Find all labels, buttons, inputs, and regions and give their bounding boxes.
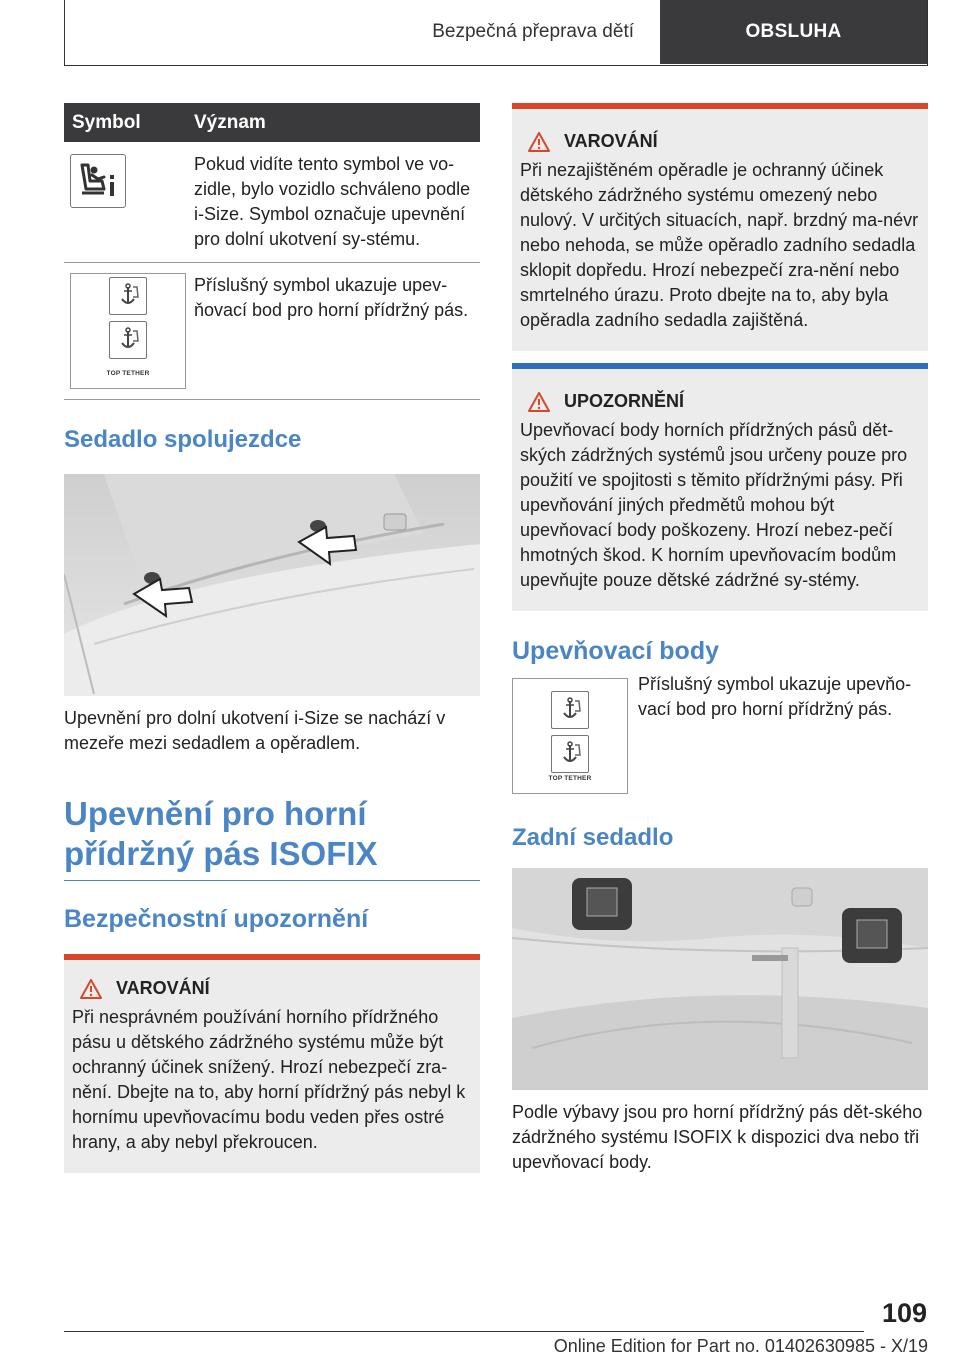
warning-triangle-icon: [528, 392, 550, 412]
caution-title: [520, 391, 920, 412]
footer-edition: Online Edition for Part no. 01402630985 - X/19: [553, 1336, 928, 1356]
symbol-cell: [64, 263, 186, 400]
heading-passenger-seat: Sedadlo spolujezdce: [64, 426, 302, 453]
warning-title-text: VAROVÁNÍ: [564, 131, 658, 151]
anchor-points-row: [512, 674, 928, 794]
top-tether-icon-group: [70, 273, 186, 389]
meaning-cell: Příslušný symbol ukazuje upev-ňovací bod pro horní přídržný pás.: [186, 263, 480, 400]
warning-title: [72, 978, 472, 999]
meaning-cell: Pokud vidíte tento symbol ve vo-zidle, bylo vozidlo schváleno podle i-Size. Symbol označuje upevnění pro dolní ukotvení sy-stému.: [186, 142, 480, 263]
symbol-cell: [64, 142, 186, 263]
heading-anchor-points: Upevňovací body: [512, 637, 719, 665]
child-seat-anchor-icon: [551, 735, 589, 773]
top-tether-label: TOP TETHER: [548, 774, 592, 782]
table-header-symbol: Symbol: [64, 103, 186, 142]
passenger-seat-caption: Upevnění pro dolní ukotvení i-Size se nachází v mezeře mezi sedadlem a opěradlem.: [64, 708, 446, 753]
table-header-row: [64, 103, 480, 142]
symbol-table: [64, 103, 480, 400]
top-tether-label: TOP TETHER: [106, 369, 150, 377]
header-chapter-tab: OBSLUHA: [660, 0, 927, 64]
warning-box: [64, 954, 480, 1173]
isize-seat-icon: [70, 154, 126, 208]
caution-box: [512, 363, 928, 611]
warning-box: [512, 103, 928, 351]
heading-safety-notes: Bezpečnostní upozornění: [64, 905, 369, 933]
warning-text: Při nesprávném používání horního přídržného pásu u dětského zádržného systému může být ochranný účinek snížený. Hrozí nebezpečí zra-nění. Dbejte na to, aby horní přídržný pás nebyl k hornímu upevňovacímu bodu veden přes ostré hrany, a aby nebyl překroucen.: [72, 1007, 466, 1152]
rear-seat-photo: [512, 868, 928, 1090]
top-tether-icon-group: [512, 678, 628, 794]
heading-rear-seat: Zadní sedadlo: [512, 824, 674, 851]
page-number: 109: [881, 1298, 927, 1328]
footer-rule: [64, 1331, 864, 1332]
header-section-title: Bezpečná přeprava dětí: [432, 21, 634, 42]
warning-title-text: VAROVÁNÍ: [116, 978, 210, 998]
warning-title: [520, 131, 920, 152]
child-seat-anchor-icon: [109, 321, 147, 359]
child-seat-anchor-icon: [551, 691, 589, 729]
passenger-seat-photo: [64, 474, 480, 696]
heading-top-tether: Upevnění pro horní přídržný pás ISOFIX: [64, 794, 480, 881]
anchor-points-text: Příslušný symbol ukazuje upevňo-vací bod pro horní přídržný pás.: [638, 674, 912, 719]
table-header-meaning: Význam: [186, 103, 480, 142]
caution-text: Upevňovací body horních přídržných pásů dět-ských zádržných systémů jsou určeny pouze pro použití ve spojitosti s těmito přídržnými pásy. Při upevňování jiných předmětů mohou být upevňovací body poškozeny. Hrozí nebez-pečí hmotných škod. K horním upevňovacím bodům upevňujte pouze dětské zádržné sy-stémy.: [520, 420, 908, 590]
table-row: [64, 263, 480, 400]
caution-title-text: UPOZORNĚNÍ: [564, 391, 685, 411]
warning-triangle-icon: [528, 132, 550, 152]
right-column: [512, 103, 928, 1175]
warning-triangle-icon: [80, 979, 102, 999]
table-row: [64, 142, 480, 263]
rear-seat-caption: Podle výbavy jsou pro horní přídržný pás dět-ského zádržného systému ISOFIX k dispozici dva nebo tři upevňovací body.: [512, 1102, 923, 1172]
warning-text: Při nezajištěném opěradle je ochranný účinek dětského zádržného systému omezený nebo nulový. V určitých situacích, např. brzdný ma-névr nebo nehoda, se může opěradlo zadního sedadla sklopit dopředu. Hrozí nebezpečí zra-nění nebo smrtelného úrazu. Proto dbejte na to, aby byla opěradla zadního sedadla zajištěná.: [520, 160, 919, 330]
child-seat-anchor-icon: [109, 277, 147, 315]
left-column: [64, 103, 480, 1173]
